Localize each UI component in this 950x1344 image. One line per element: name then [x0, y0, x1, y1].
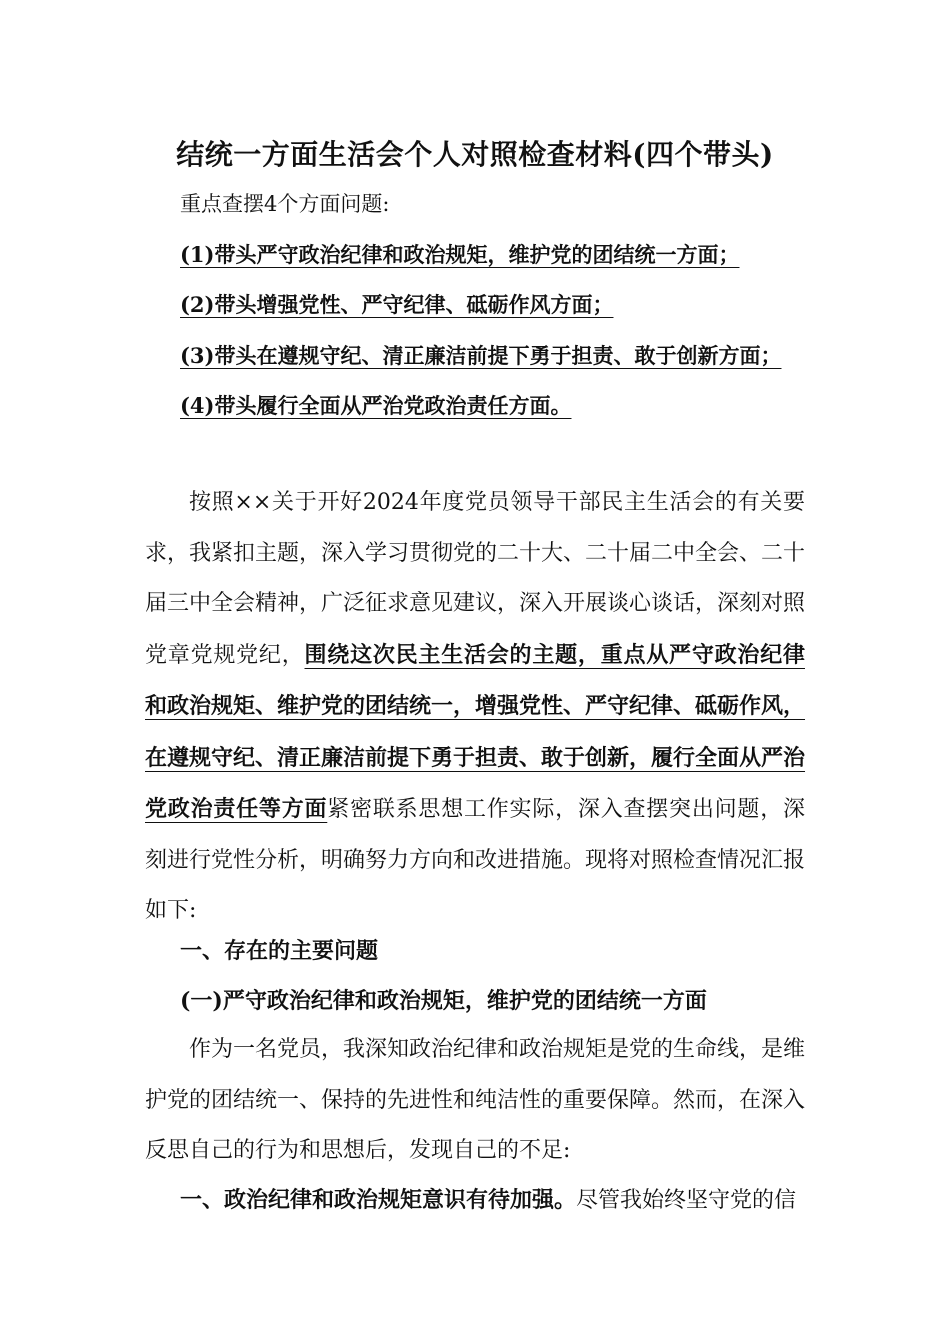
- paragraph-1-tail: 紧密联系思想工作实际，深入查摆突出问题，深刻进行党性分析，明确努力方向和改进措施。现将对照检查情况汇报如下:: [145, 797, 806, 923]
- focus-item-4: (4)带头履行全面从严治党政治责任方面。: [180, 393, 572, 418]
- focus-item-2: (2)带头增强党性、严守纪律、砥砺作风方面；: [180, 292, 614, 317]
- paragraph-3-lead: 一、政治纪律和政治规矩意识有待加强。: [180, 1187, 577, 1213]
- focus-item-1: (1)带头严守政治纪律和政治规矩，维护党的团结统一方面；: [180, 242, 740, 267]
- paragraph-1-lead: 按照××关于开好2024年度党员领导干部民主生活会的有关要求，我紧扣主题，深入学习贯彻党的二十大、二十届二中全会、二十届三中全会精神，广泛征求意见建议，深入开展谈心谈话，深刻对照党章党规党纪，: [145, 490, 806, 668]
- paragraph-2: 作为一名党员，我深知政治纪律和政治规矩是党的生命线，是维护党的团结统一、保持的先进性和纯洁性的重要保障。然而，在深入反思自己的行为和思想后，发现自己的不足:: [145, 1037, 806, 1163]
- paragraph-3: [145, 1175, 805, 1227]
- document-title: 结统一方面生活会个人对照检查材料(四个带头): [176, 138, 774, 171]
- focus-item-3: (3)带头在遵规守纪、清正廉洁前提下勇于担责、敢于创新方面；: [180, 343, 782, 368]
- section-heading: 一、存在的主要问题: [180, 938, 379, 964]
- paragraph-1-emphasis: 围绕这次民主生活会的主题，重点从严守政治纪律和政治规矩、维护党的团结统一，增强党性、严守纪律、砥砺作风，在遵规守纪、清正廉洁前提下勇于担责、敢于创新，履行全面从严治党政治责任等方面: [145, 641, 806, 822]
- paragraph-1: [145, 478, 805, 937]
- subsection-heading: (一)严守政治纪律和政治规矩，维护党的团结统一方面: [180, 988, 707, 1014]
- intro-line: 重点查摆4个方面问题:: [180, 192, 390, 216]
- paragraph-3-rest: 尽管我始终坚守党的信: [576, 1188, 797, 1213]
